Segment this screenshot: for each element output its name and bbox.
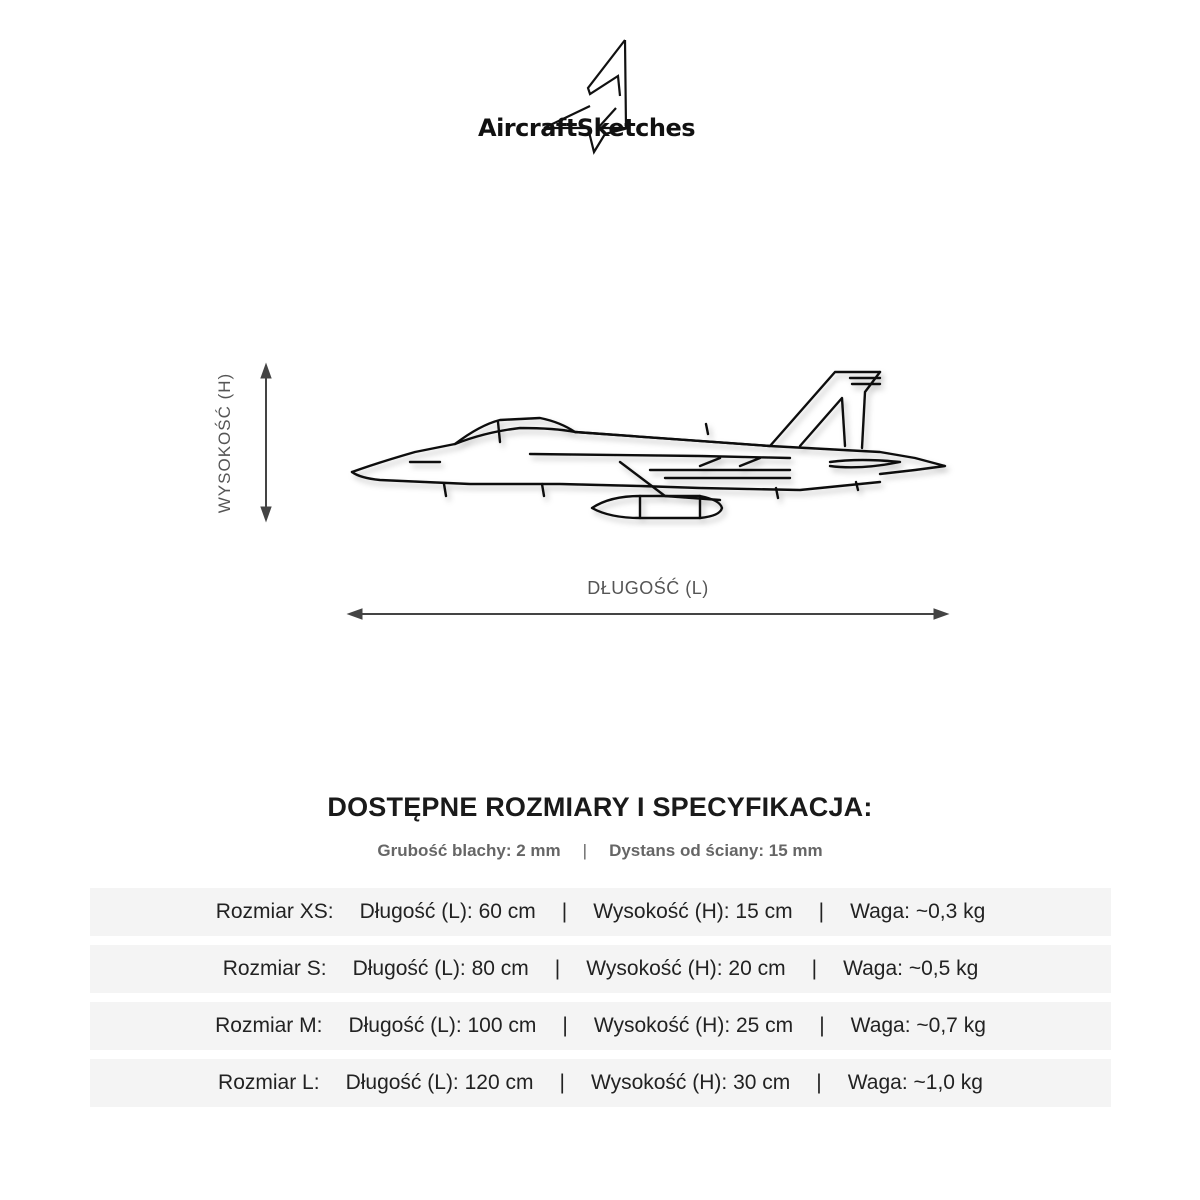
vertical-double-arrow-icon (261, 364, 271, 521)
size-row-s (90, 945, 1111, 993)
size-weight: Waga: ~0,3 kg (850, 900, 986, 923)
sheet-thickness: Grubość blachy: 2 mm (377, 841, 561, 860)
separator: | (561, 900, 568, 923)
logo-text: AircraftSketches (478, 114, 696, 142)
size-weight: Waga: ~0,7 kg (850, 1014, 986, 1037)
separator: | (816, 1071, 822, 1094)
size-weight: Waga: ~1,0 kg (847, 1071, 983, 1094)
separator: | (819, 1014, 825, 1037)
size-name: Rozmiar XS: (215, 900, 334, 923)
size-name: Rozmiar L: (218, 1071, 320, 1094)
separator: | (818, 900, 825, 923)
separator: | (554, 957, 561, 980)
size-row-l (90, 1059, 1111, 1107)
sizes-table (90, 888, 1111, 1116)
size-length: Długość (L): 80 cm (352, 957, 529, 980)
specs-title: DOSTĘPNE ROZMIARY I SPECYFIKACJA: (327, 792, 873, 822)
height-dimension-label: WYSOKOŚĆ (H) (215, 372, 234, 514)
specs-subtitle (0, 841, 1200, 861)
length-dimension-label: DŁUGOŚĆ (L) (587, 578, 709, 598)
size-length: Długość (L): 60 cm (359, 900, 536, 923)
size-height: Wysokość (H): 15 cm (593, 900, 793, 923)
size-length: Długość (L): 120 cm (345, 1071, 534, 1094)
separator: | (582, 841, 588, 860)
size-height: Wysokość (H): 20 cm (586, 957, 786, 980)
separator: | (811, 957, 818, 980)
separator: | (559, 1071, 565, 1094)
size-height: Wysokość (H): 30 cm (590, 1071, 791, 1094)
size-height: Wysokość (H): 25 cm (593, 1014, 794, 1037)
size-row-xs (90, 888, 1111, 936)
size-length: Długość (L): 100 cm (348, 1014, 537, 1037)
horizontal-double-arrow-icon (348, 609, 948, 619)
separator: | (562, 1014, 568, 1037)
size-name: Rozmiar S: (222, 957, 327, 980)
wall-distance: Dystans od ściany: 15 mm (609, 841, 823, 860)
size-name: Rozmiar M: (215, 1014, 323, 1037)
aircraft-silhouette-icon (352, 372, 945, 518)
size-row-m (90, 1002, 1111, 1050)
size-weight: Waga: ~0,5 kg (843, 957, 979, 980)
